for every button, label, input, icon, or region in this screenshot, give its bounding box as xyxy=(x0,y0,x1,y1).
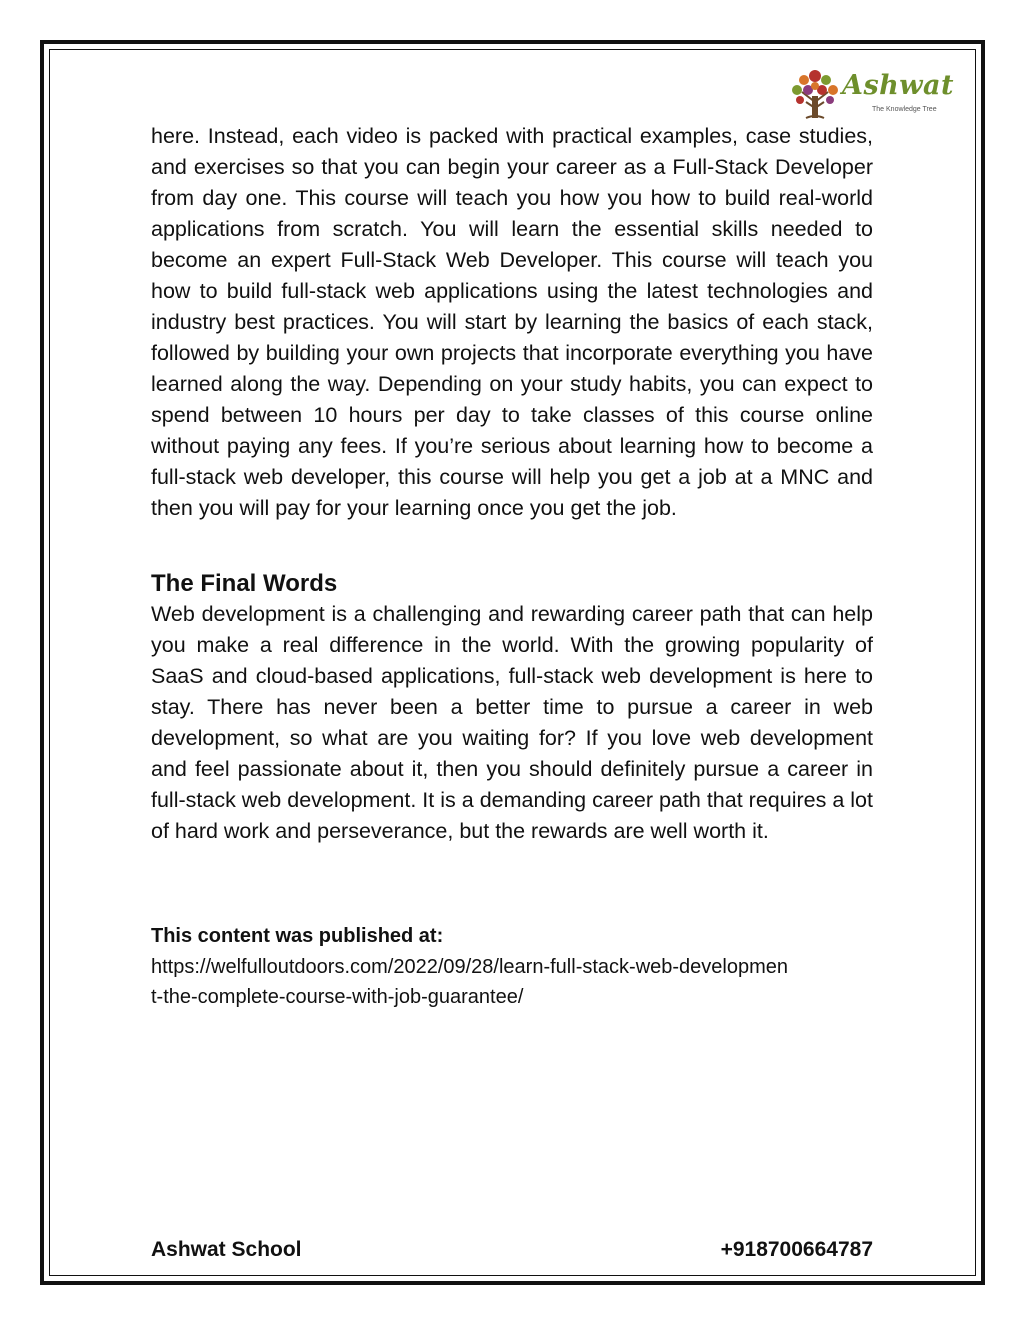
publish-label: This content was published at: xyxy=(151,925,444,947)
footer-phone-number: +918700664787 xyxy=(720,1238,873,1261)
page-footer xyxy=(151,1238,873,1268)
logo-tagline: The Knowledge Tree xyxy=(872,106,937,113)
section-heading: The Final Words xyxy=(151,570,338,597)
tree-logo-icon xyxy=(788,66,842,122)
body-paragraph-2: Web development is a challenging and rewarding career path that can help you make a real difference in the world. With the growing popularity of SaaS and cloud-based applications, full-stack web development is here to stay. There has never been a better time to pursue a career in web development, so what are you waiting for? If you love web development and feel passionate about it, then you should definitely pursue a career in full-stack web development. It is a demanding career path that requires a lot of hard work and perseverance, but the rewards are well worth it. xyxy=(151,602,873,843)
publish-url[interactable]: https://welfulloutdoors.com/2022/09/28/learn-full-stack-web-development-the-complete-course-with-job-guarantee/ xyxy=(151,956,789,1008)
footer-school-name: Ashwat School xyxy=(151,1238,302,1261)
body-paragraph-1: here. Instead, each video is packed with practical examples, case studies, and exercises so that you can begin your career as a Full-Stack Developer from day one. This course will teach you how you how to build real-world applications from scratch. You will learn the essential skills needed to become an expert Full-Stack Web Developer. This course will teach you how to build full-stack web applications using the latest technologies and industry best practices. You will start by learning the basics of each stack, followed by building your own projects that incorporate everything you have learned along the way. Depending on your study habits, you can expect to spend between 10 hours per day to take classes of this course online without paying any fees. If you’re serious about learning how to become a full-stack web developer, this course will help you get a job at a MNC and then you will pay for your learning once you get the job. xyxy=(151,124,873,520)
logo-wordmark: Ashwat xyxy=(842,70,954,101)
ashwat-logo xyxy=(788,66,954,122)
document-body xyxy=(151,121,873,1012)
